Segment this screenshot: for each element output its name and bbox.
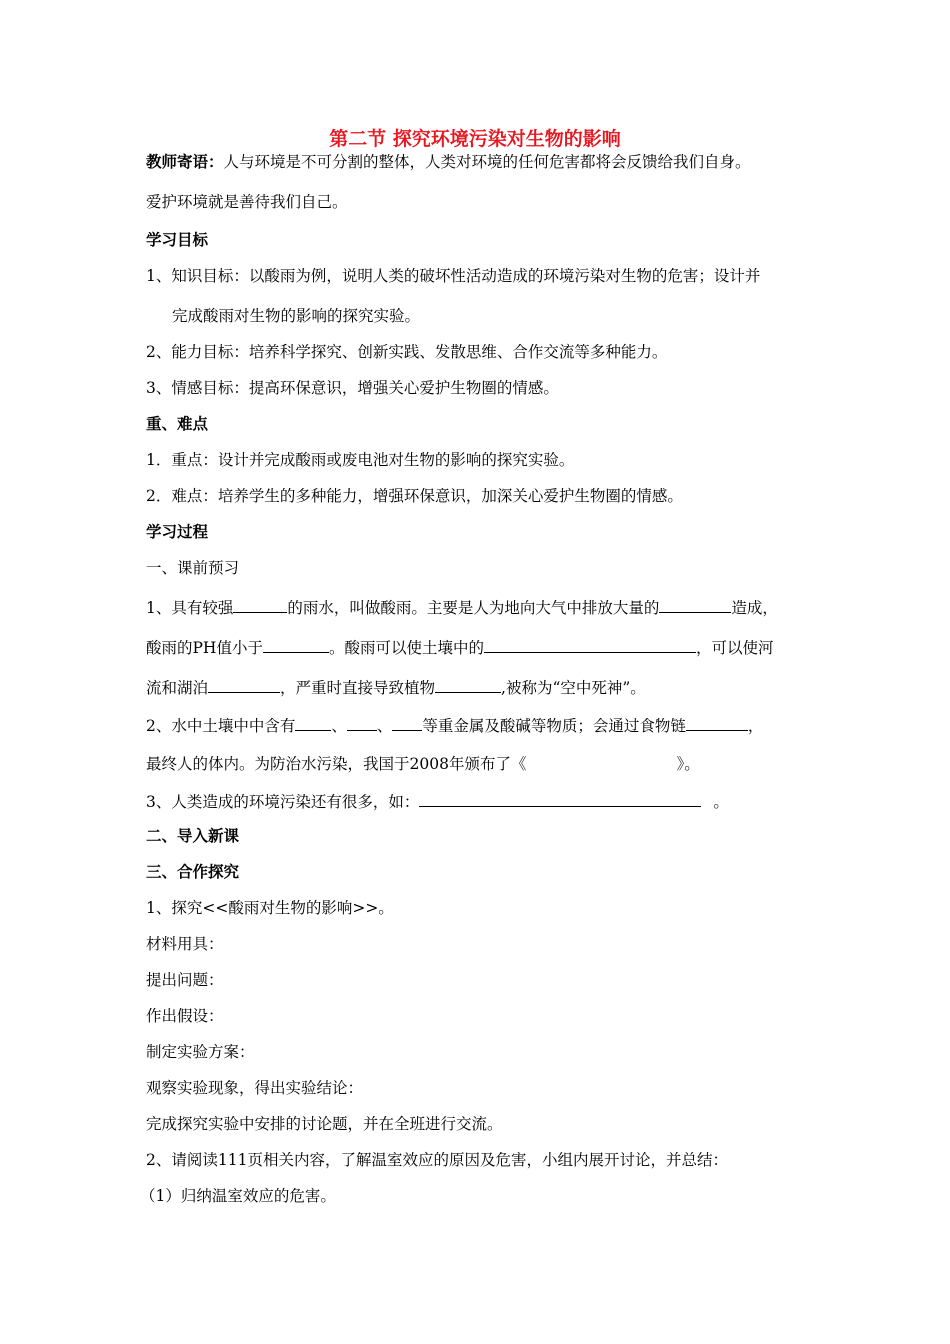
key-point-2: 2．难点：培养学生的多种能力，增强环保意识，加深关心爱护生物圈的情感。: [146, 487, 683, 505]
teacher-note-line: [146, 152, 751, 172]
question-2-line-2: [146, 754, 700, 774]
q2-text-c: 、: [376, 717, 393, 735]
q3-text-a: 3、人类造成的环境污染还有很多，如：: [146, 793, 420, 811]
answer-blank[interactable]: [208, 676, 280, 693]
q1-text-i: ,被称为“空中死神”。: [501, 679, 646, 697]
question-2-line-1: [146, 714, 763, 736]
answer-blank[interactable]: [347, 714, 377, 731]
answer-blank[interactable]: [659, 596, 731, 613]
goal-item-1: 1、知识目标：以酸雨为例，说明人类的破坏性活动造成的环境污染对生物的危害；设计并: [146, 267, 761, 285]
explore-item-2-sub-1: （1）归纳温室效应的危害。: [140, 1187, 336, 1205]
q1-text-c: 造成，: [731, 599, 778, 617]
q2-text-e: ，: [747, 717, 764, 735]
goal-item-2: 2、能力目标：培养科学探究、创新实践、发散思维、合作交流等多种能力。: [146, 343, 668, 361]
observe-label: 观察实验现象，得出实验结论：: [146, 1079, 364, 1097]
question-1-line-3: [146, 676, 646, 698]
key-point-1: 1．重点：设计并完成酸雨或废电池对生物的影响的探究实验。: [146, 451, 575, 469]
teacher-note-label: 教师寄语：: [146, 153, 224, 171]
hypothesis-label: 作出假设：: [146, 1007, 224, 1025]
explore-heading: 三、合作探究: [146, 863, 240, 881]
q1-text-f: ，可以使河: [695, 639, 774, 657]
q2-text-a: 2、水中土壤中中含有: [146, 717, 296, 735]
explore-item-2: 2、请阅读111页相关内容，了解温室效应的原因及危害，小组内展开讨论，并总结：: [146, 1151, 728, 1169]
answer-blank[interactable]: [263, 636, 329, 653]
q2-text-g: 》。: [676, 755, 700, 773]
plan-label: 制定实验方案：: [146, 1043, 255, 1061]
q1-text-g: 流和湖泊: [146, 679, 209, 697]
explore-item-1: 1、探究<<酸雨对生物的影响>>。: [146, 899, 394, 917]
goals-heading: 学习目标: [146, 231, 209, 249]
q2-text-d: 等重金属及酸碱等物质；会通过食物链: [422, 717, 686, 735]
q1-text-a: 1、具有较强: [146, 599, 234, 617]
materials-label: 材料用具：: [146, 935, 224, 953]
key-points-heading: 重、难点: [146, 415, 209, 433]
q2-text-b: 、: [331, 717, 347, 735]
answer-blank[interactable]: [233, 596, 287, 613]
q2-text-f: 最终人的体内。为防治水污染，我国于2008年颁布了《: [146, 755, 527, 773]
question-3-line: [146, 790, 729, 812]
teacher-note-text-cont: 爱护环境就是善待我们自己。: [146, 193, 348, 211]
q1-text-b: 的雨水，叫做酸雨。主要是人为地向大气中排放大量的: [287, 599, 660, 617]
answer-blank[interactable]: [419, 790, 701, 807]
answer-blank[interactable]: [392, 714, 422, 731]
q1-text-e: 。酸雨可以使土壤中的: [328, 639, 484, 657]
intro-heading: 二、导入新课: [146, 827, 240, 845]
page-title: 第二节 探究环境污染对生物的影响: [329, 128, 621, 150]
answer-blank[interactable]: [435, 676, 501, 693]
q1-text-h: ，严重时直接导致植物: [280, 679, 436, 697]
preview-heading: 一、课前预习: [146, 559, 240, 577]
goal-item-3: 3、情感目标：提高环保意识，增强关心爱护生物圈的情感。: [146, 379, 559, 397]
goal-item-1-cont: 完成酸雨对生物的影响的探究实验。: [172, 307, 421, 325]
question-1-line-2: [146, 636, 773, 658]
q3-text-b: 。: [713, 793, 729, 811]
question-1-line-1: [146, 596, 778, 618]
answer-blank[interactable]: [484, 636, 696, 653]
discuss-text: 完成探究实验中安排的讨论题，并在全班进行交流。: [146, 1115, 503, 1133]
q1-text-d: 酸雨的PH值小于: [146, 639, 263, 657]
answer-blank[interactable]: [686, 714, 748, 731]
answer-blank[interactable]: [295, 714, 331, 731]
teacher-note-text: 人与环境是不可分割的整体，人类对环境的任何危害都将会反馈给我们自身。: [223, 153, 751, 171]
process-heading: 学习过程: [146, 523, 209, 541]
question-label: 提出问题：: [146, 971, 224, 989]
